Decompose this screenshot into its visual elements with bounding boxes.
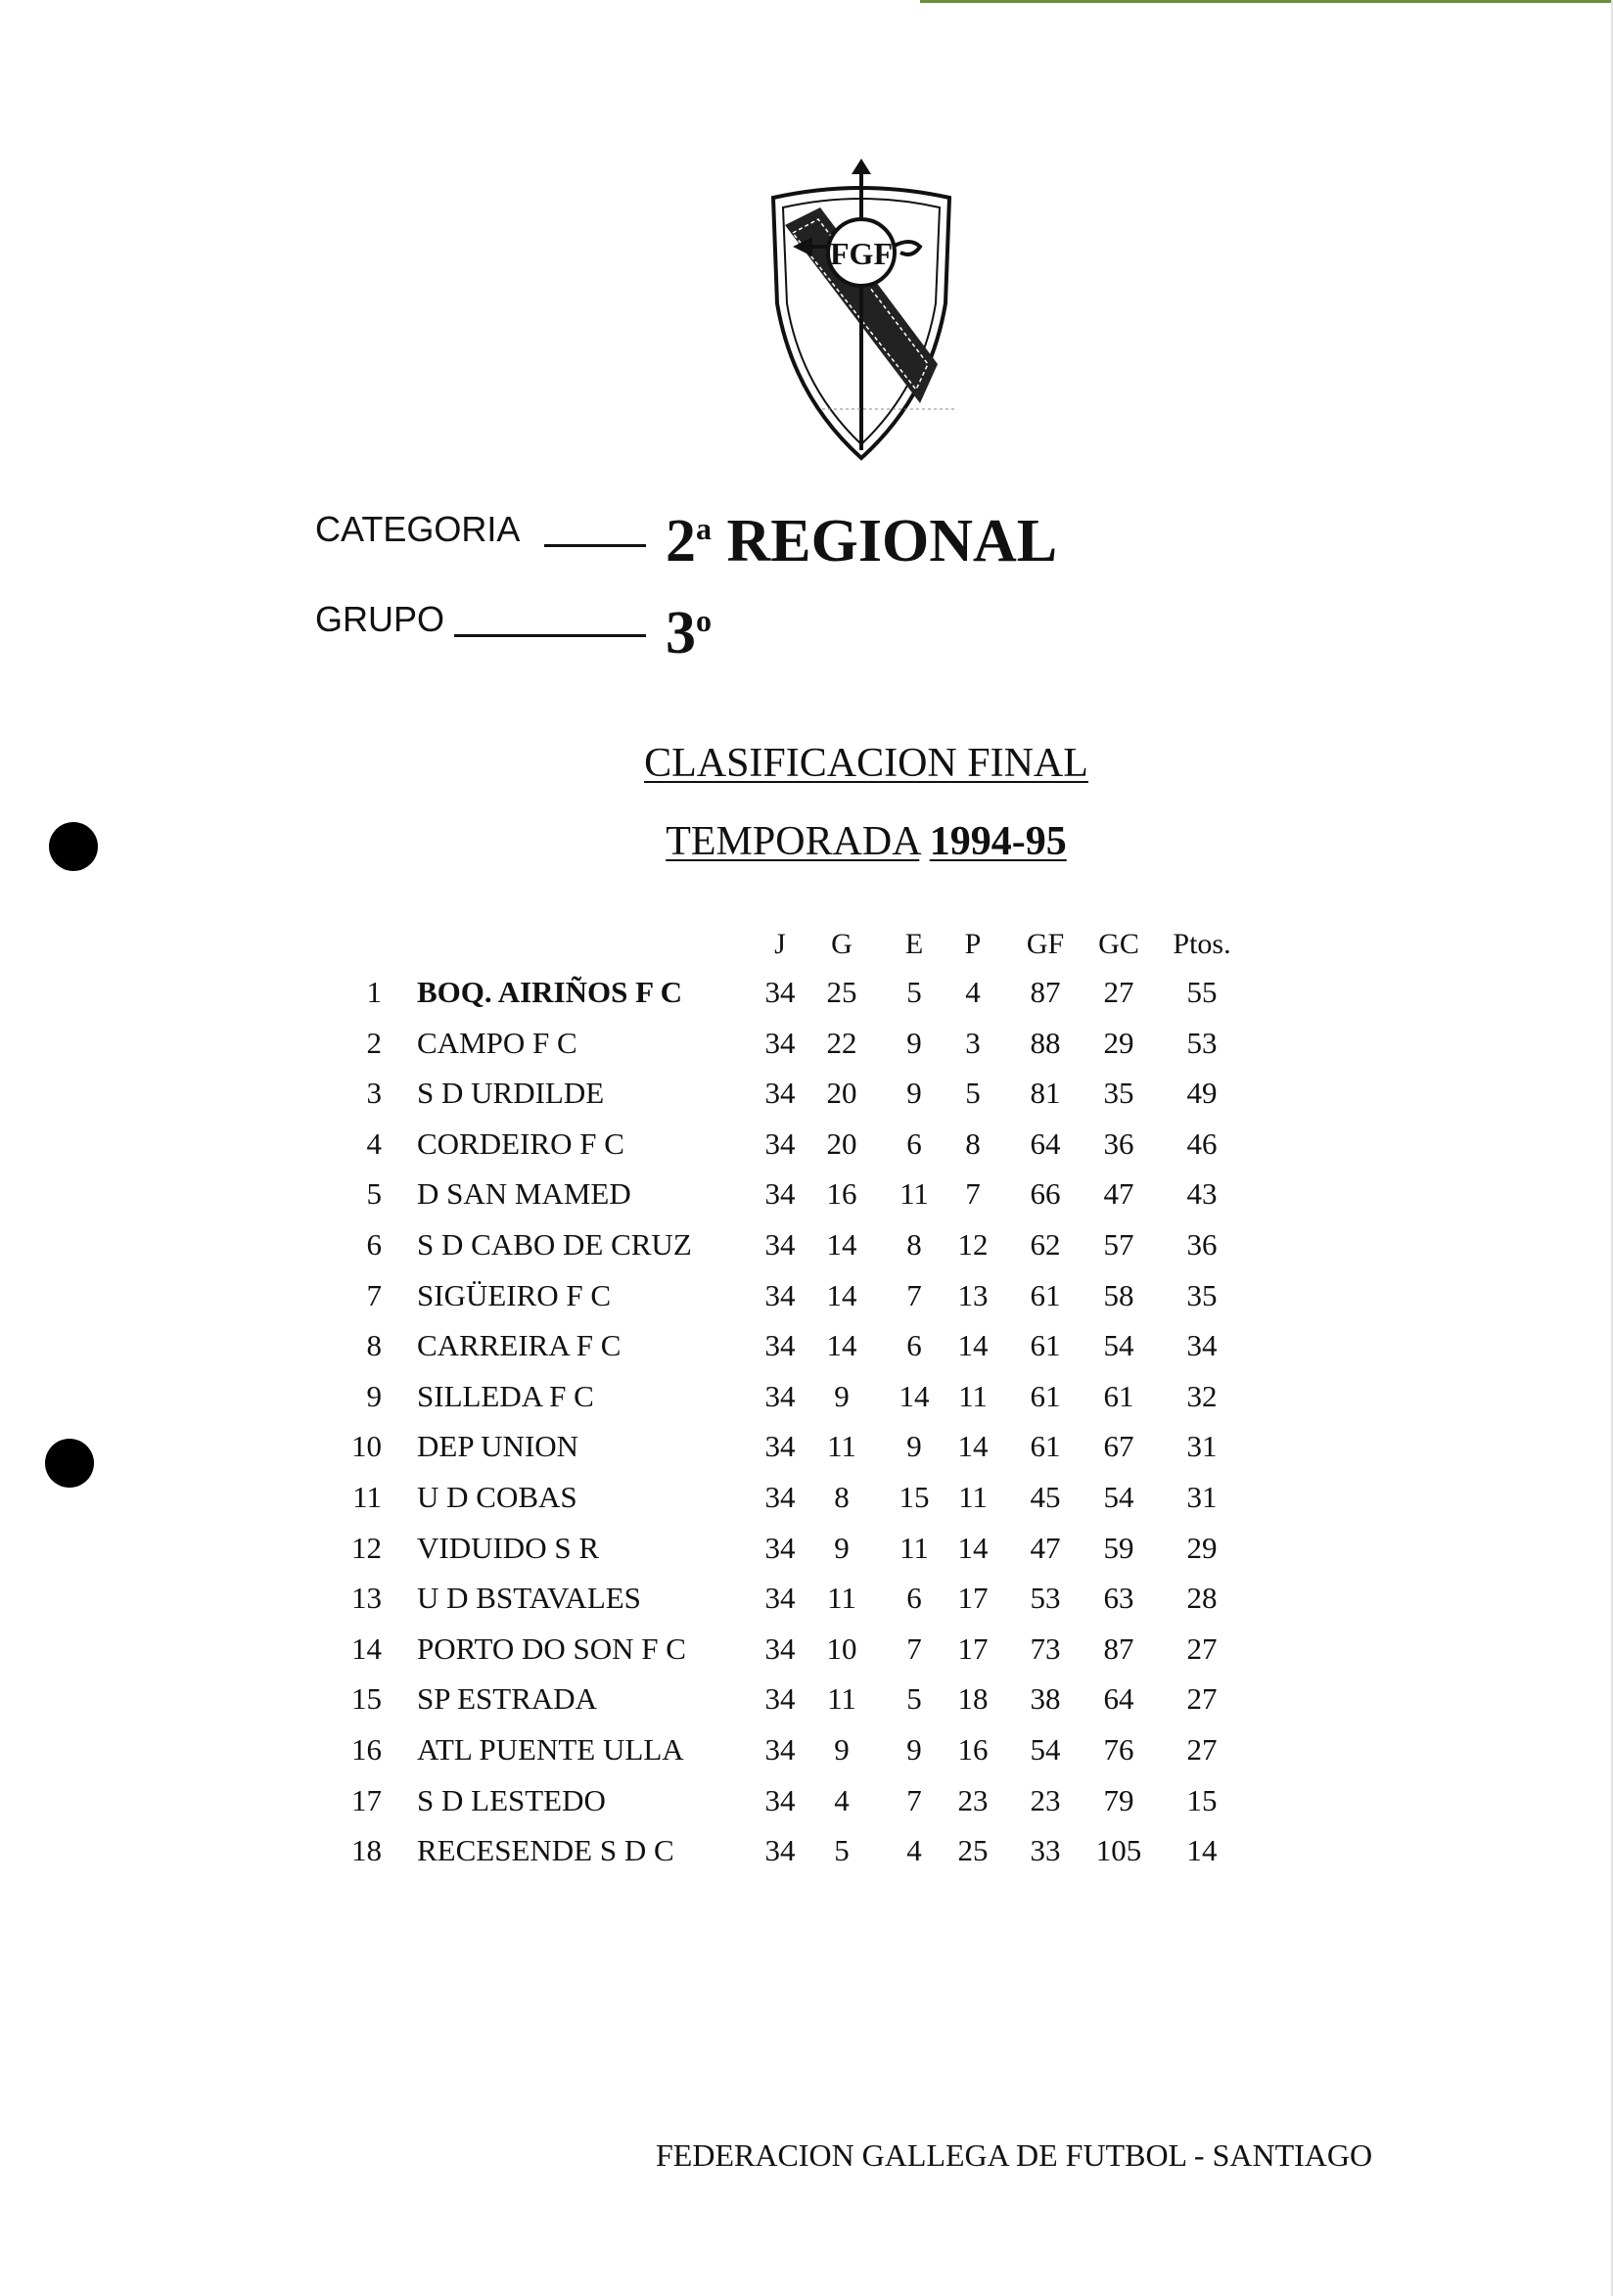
stat-cell-pts: 36 <box>1186 1227 1218 1262</box>
team-name-cell: VIDUIDO S R <box>417 1531 599 1565</box>
stat-cell-p: 5 <box>965 1076 981 1110</box>
stat-cell-j: 34 <box>764 1631 796 1666</box>
position-cell: 2 <box>366 1026 382 1060</box>
stat-cell-j: 34 <box>764 1126 796 1161</box>
stat-cell-g: 20 <box>826 1126 857 1161</box>
stat-cell-e: 9 <box>906 1732 922 1767</box>
group-label: GRUPO <box>315 599 445 639</box>
position-cell: 3 <box>366 1076 382 1110</box>
stat-cell-gc: 57 <box>1103 1227 1134 1262</box>
stat-cell-g: 9 <box>834 1379 850 1413</box>
team-name-cell: S D LESTEDO <box>417 1783 606 1817</box>
stat-cell-g: 8 <box>834 1480 850 1514</box>
stat-cell-gf: 62 <box>1030 1227 1061 1262</box>
stat-cell-gf: 61 <box>1030 1328 1061 1362</box>
crest-monogram: FGF <box>830 236 893 271</box>
stat-cell-g: 11 <box>827 1581 856 1615</box>
stat-cell-e: 7 <box>906 1278 922 1312</box>
column-header: GC <box>1098 928 1139 960</box>
stat-cell-e: 5 <box>906 975 922 1009</box>
stat-cell-gf: 54 <box>1030 1732 1061 1767</box>
table-row <box>0 1631 1613 1682</box>
team-name-cell: ATL PUENTE ULLA <box>417 1732 684 1767</box>
stat-cell-gc: 27 <box>1103 975 1134 1009</box>
stat-cell-gc: 63 <box>1103 1581 1134 1615</box>
stat-cell-gf: 61 <box>1030 1429 1061 1463</box>
table-row <box>0 1227 1613 1278</box>
stat-cell-gc: 29 <box>1103 1026 1134 1060</box>
stat-cell-gc: 61 <box>1103 1379 1134 1413</box>
position-cell: 11 <box>352 1480 382 1514</box>
team-name-cell: RECESENDE S D C <box>417 1833 674 1867</box>
position-cell: 6 <box>366 1227 382 1262</box>
position-cell: 7 <box>366 1278 382 1312</box>
position-cell: 12 <box>351 1531 382 1565</box>
group-rule <box>454 634 646 637</box>
stat-cell-p: 17 <box>957 1581 989 1615</box>
stat-cell-e: 4 <box>906 1833 922 1867</box>
stat-cell-g: 14 <box>826 1328 857 1362</box>
stat-cell-p: 4 <box>965 975 981 1009</box>
stat-cell-p: 12 <box>957 1227 989 1262</box>
stat-cell-e: 9 <box>906 1429 922 1463</box>
stat-cell-gc: 67 <box>1103 1429 1134 1463</box>
stat-cell-gc: 76 <box>1103 1732 1134 1767</box>
column-header: J <box>774 928 786 960</box>
table-row <box>0 1480 1613 1531</box>
stat-cell-pts: 43 <box>1186 1176 1218 1211</box>
stat-cell-e: 7 <box>906 1631 922 1666</box>
table-row <box>0 975 1613 1026</box>
stat-cell-g: 10 <box>826 1631 857 1666</box>
table-row <box>0 1783 1613 1834</box>
stat-cell-gc: 58 <box>1103 1278 1134 1312</box>
table-row <box>0 1531 1613 1582</box>
stat-cell-pts: 29 <box>1186 1531 1218 1565</box>
stat-cell-gc: 87 <box>1103 1631 1134 1666</box>
team-name-cell: PORTO DO SON F C <box>417 1631 686 1666</box>
stat-cell-e: 11 <box>899 1531 929 1565</box>
position-cell: 5 <box>366 1176 382 1211</box>
stat-cell-j: 34 <box>764 1783 796 1817</box>
stat-cell-g: 4 <box>834 1783 850 1817</box>
stat-cell-pts: 14 <box>1186 1833 1218 1867</box>
team-name-cell: CARREIRA F C <box>417 1328 622 1362</box>
stat-cell-p: 11 <box>958 1379 988 1413</box>
stat-cell-e: 8 <box>906 1227 922 1262</box>
category-value: 2$^a$ REGIONAL <box>666 508 1058 574</box>
table-row <box>0 1681 1613 1732</box>
team-name-cell: BOQ. AIRIÑOS F C <box>417 975 683 1009</box>
stat-cell-g: 9 <box>834 1531 850 1565</box>
stat-cell-gf: 64 <box>1030 1126 1061 1161</box>
category-label: CATEGORIA <box>315 509 521 549</box>
stat-cell-e: 15 <box>899 1480 930 1514</box>
stat-cell-pts: 49 <box>1186 1076 1218 1110</box>
stat-cell-gf: 87 <box>1030 975 1061 1009</box>
scan-edge-line <box>920 0 1613 3</box>
team-name-cell: U D COBAS <box>417 1480 577 1514</box>
stat-cell-gc: 54 <box>1103 1328 1134 1362</box>
position-cell: 13 <box>351 1581 382 1615</box>
stat-cell-e: 14 <box>899 1379 930 1413</box>
stat-cell-j: 34 <box>764 1480 796 1514</box>
position-cell: 4 <box>366 1126 382 1161</box>
position-cell: 14 <box>351 1631 382 1666</box>
stat-cell-j: 34 <box>764 1833 796 1867</box>
stat-cell-g: 9 <box>834 1732 850 1767</box>
stat-cell-pts: 28 <box>1186 1581 1218 1615</box>
stat-cell-gc: 64 <box>1103 1681 1134 1716</box>
team-name-cell: S D CABO DE CRUZ <box>417 1227 692 1262</box>
stat-cell-g: 11 <box>827 1681 856 1716</box>
stat-cell-p: 7 <box>965 1176 981 1211</box>
stat-cell-pts: 32 <box>1186 1379 1218 1413</box>
team-name-cell: S D URDILDE <box>417 1076 605 1110</box>
column-header: E <box>904 928 924 960</box>
stat-cell-pts: 34 <box>1186 1328 1218 1362</box>
table-row <box>0 1379 1613 1430</box>
column-header: P <box>964 928 982 960</box>
stat-cell-e: 6 <box>906 1581 922 1615</box>
stat-cell-p: 14 <box>957 1328 989 1362</box>
stat-cell-gf: 23 <box>1030 1783 1061 1817</box>
category-rule <box>544 544 646 547</box>
stat-cell-pts: 27 <box>1186 1631 1218 1666</box>
stat-cell-g: 14 <box>826 1278 857 1312</box>
stat-cell-pts: 53 <box>1186 1026 1218 1060</box>
stat-cell-p: 18 <box>957 1681 989 1716</box>
stat-cell-j: 34 <box>764 1278 796 1312</box>
stat-cell-gc: 54 <box>1103 1480 1134 1514</box>
stat-cell-j: 34 <box>764 1176 796 1211</box>
team-name-cell: DEP UNION <box>417 1429 579 1463</box>
stat-cell-e: 6 <box>906 1126 922 1161</box>
table-row <box>0 1026 1613 1077</box>
stat-cell-pts: 27 <box>1186 1732 1218 1767</box>
stat-cell-g: 5 <box>834 1833 850 1867</box>
federation-crest-icon <box>763 157 959 465</box>
stat-cell-j: 34 <box>764 1328 796 1362</box>
stat-cell-p: 23 <box>957 1783 989 1817</box>
stat-cell-e: 9 <box>906 1026 922 1060</box>
footer-text: FEDERACION GALLEGA DE FUTBOL - SANTIAGO <box>656 2137 1373 2173</box>
stat-cell-gf: 33 <box>1030 1833 1061 1867</box>
table-row <box>0 1328 1613 1379</box>
position-cell: 15 <box>351 1681 382 1716</box>
classification-title: CLASIFICACION FINAL <box>644 741 1088 786</box>
stat-cell-e: 6 <box>906 1328 922 1362</box>
stat-cell-gc: 79 <box>1103 1783 1134 1817</box>
stat-cell-j: 34 <box>764 1531 796 1565</box>
stat-cell-pts: 46 <box>1186 1126 1218 1161</box>
team-name-cell: U D BSTAVALES <box>417 1581 641 1615</box>
stat-cell-g: 22 <box>826 1026 857 1060</box>
stat-cell-j: 34 <box>764 1379 796 1413</box>
stat-cell-p: 8 <box>965 1126 981 1161</box>
stat-cell-j: 34 <box>764 1581 796 1615</box>
stat-cell-gf: 47 <box>1030 1531 1061 1565</box>
table-row <box>0 1126 1613 1177</box>
stat-cell-gf: 66 <box>1030 1176 1061 1211</box>
stat-cell-pts: 31 <box>1186 1480 1218 1514</box>
stat-cell-p: 25 <box>957 1833 989 1867</box>
team-name-cell: D SAN MAMED <box>417 1176 631 1211</box>
stat-cell-j: 34 <box>764 1227 796 1262</box>
position-cell: 10 <box>351 1429 382 1463</box>
position-cell: 17 <box>351 1783 382 1817</box>
column-header: GF <box>1026 928 1065 960</box>
position-cell: 9 <box>366 1379 382 1413</box>
stat-cell-pts: 35 <box>1186 1278 1218 1312</box>
stat-cell-e: 11 <box>899 1176 929 1211</box>
stat-cell-gc: 105 <box>1095 1833 1142 1867</box>
stat-cell-gf: 53 <box>1030 1581 1061 1615</box>
table-row <box>0 1278 1613 1329</box>
stat-cell-e: 7 <box>906 1783 922 1817</box>
stat-cell-gc: 36 <box>1103 1126 1134 1161</box>
position-cell: 1 <box>366 975 382 1009</box>
position-cell: 8 <box>366 1328 382 1362</box>
stat-cell-gf: 81 <box>1030 1076 1061 1110</box>
stat-cell-j: 34 <box>764 975 796 1009</box>
stat-cell-p: 14 <box>957 1531 989 1565</box>
stat-cell-p: 14 <box>957 1429 989 1463</box>
table-row <box>0 1732 1613 1783</box>
team-name-cell: CAMPO F C <box>417 1026 577 1060</box>
stat-cell-gf: 88 <box>1030 1026 1061 1060</box>
stat-cell-gf: 38 <box>1030 1681 1061 1716</box>
stat-cell-g: 11 <box>827 1429 856 1463</box>
stat-cell-gc: 47 <box>1103 1176 1134 1211</box>
column-header: G <box>831 928 853 960</box>
stat-cell-j: 34 <box>764 1076 796 1110</box>
stat-cell-gf: 73 <box>1030 1631 1061 1666</box>
stat-cell-j: 34 <box>764 1429 796 1463</box>
season-title: TEMPORADA 1994-95 <box>666 819 1067 864</box>
position-cell: 16 <box>351 1732 382 1767</box>
stat-cell-pts: 55 <box>1186 975 1218 1009</box>
table-row <box>0 1833 1613 1884</box>
table-row <box>0 1176 1613 1227</box>
group-value: 3$^o$ <box>666 600 712 666</box>
stat-cell-p: 3 <box>965 1026 981 1060</box>
team-name-cell: SILLEDA F C <box>417 1379 594 1413</box>
stat-cell-pts: 15 <box>1186 1783 1218 1817</box>
table-row <box>0 1076 1613 1126</box>
stat-cell-g: 25 <box>826 975 857 1009</box>
position-cell: 18 <box>351 1833 382 1867</box>
stat-cell-e: 5 <box>906 1681 922 1716</box>
stat-cell-p: 11 <box>958 1480 988 1514</box>
stat-cell-gc: 59 <box>1103 1531 1134 1565</box>
table-row <box>0 1581 1613 1631</box>
stat-cell-e: 9 <box>906 1076 922 1110</box>
stat-cell-gf: 61 <box>1030 1278 1061 1312</box>
stat-cell-p: 13 <box>957 1278 989 1312</box>
stat-cell-gc: 35 <box>1103 1076 1134 1110</box>
stat-cell-p: 17 <box>957 1631 989 1666</box>
stat-cell-j: 34 <box>764 1026 796 1060</box>
stat-cell-g: 20 <box>826 1076 857 1110</box>
stat-cell-pts: 31 <box>1186 1429 1218 1463</box>
stat-cell-j: 34 <box>764 1732 796 1767</box>
team-name-cell: CORDEIRO F C <box>417 1126 624 1161</box>
stat-cell-gf: 45 <box>1030 1480 1061 1514</box>
stat-cell-pts: 27 <box>1186 1681 1218 1716</box>
team-name-cell: SIGÜEIRO F C <box>417 1278 612 1312</box>
team-name-cell: SP ESTRADA <box>417 1681 598 1716</box>
punch-hole <box>49 822 98 871</box>
table-row <box>0 1429 1613 1480</box>
stat-cell-g: 16 <box>826 1176 857 1211</box>
stat-cell-gf: 61 <box>1030 1379 1061 1413</box>
column-header: Ptos. <box>1173 928 1231 960</box>
stat-cell-j: 34 <box>764 1681 796 1716</box>
stat-cell-g: 14 <box>826 1227 857 1262</box>
stat-cell-p: 16 <box>957 1732 989 1767</box>
